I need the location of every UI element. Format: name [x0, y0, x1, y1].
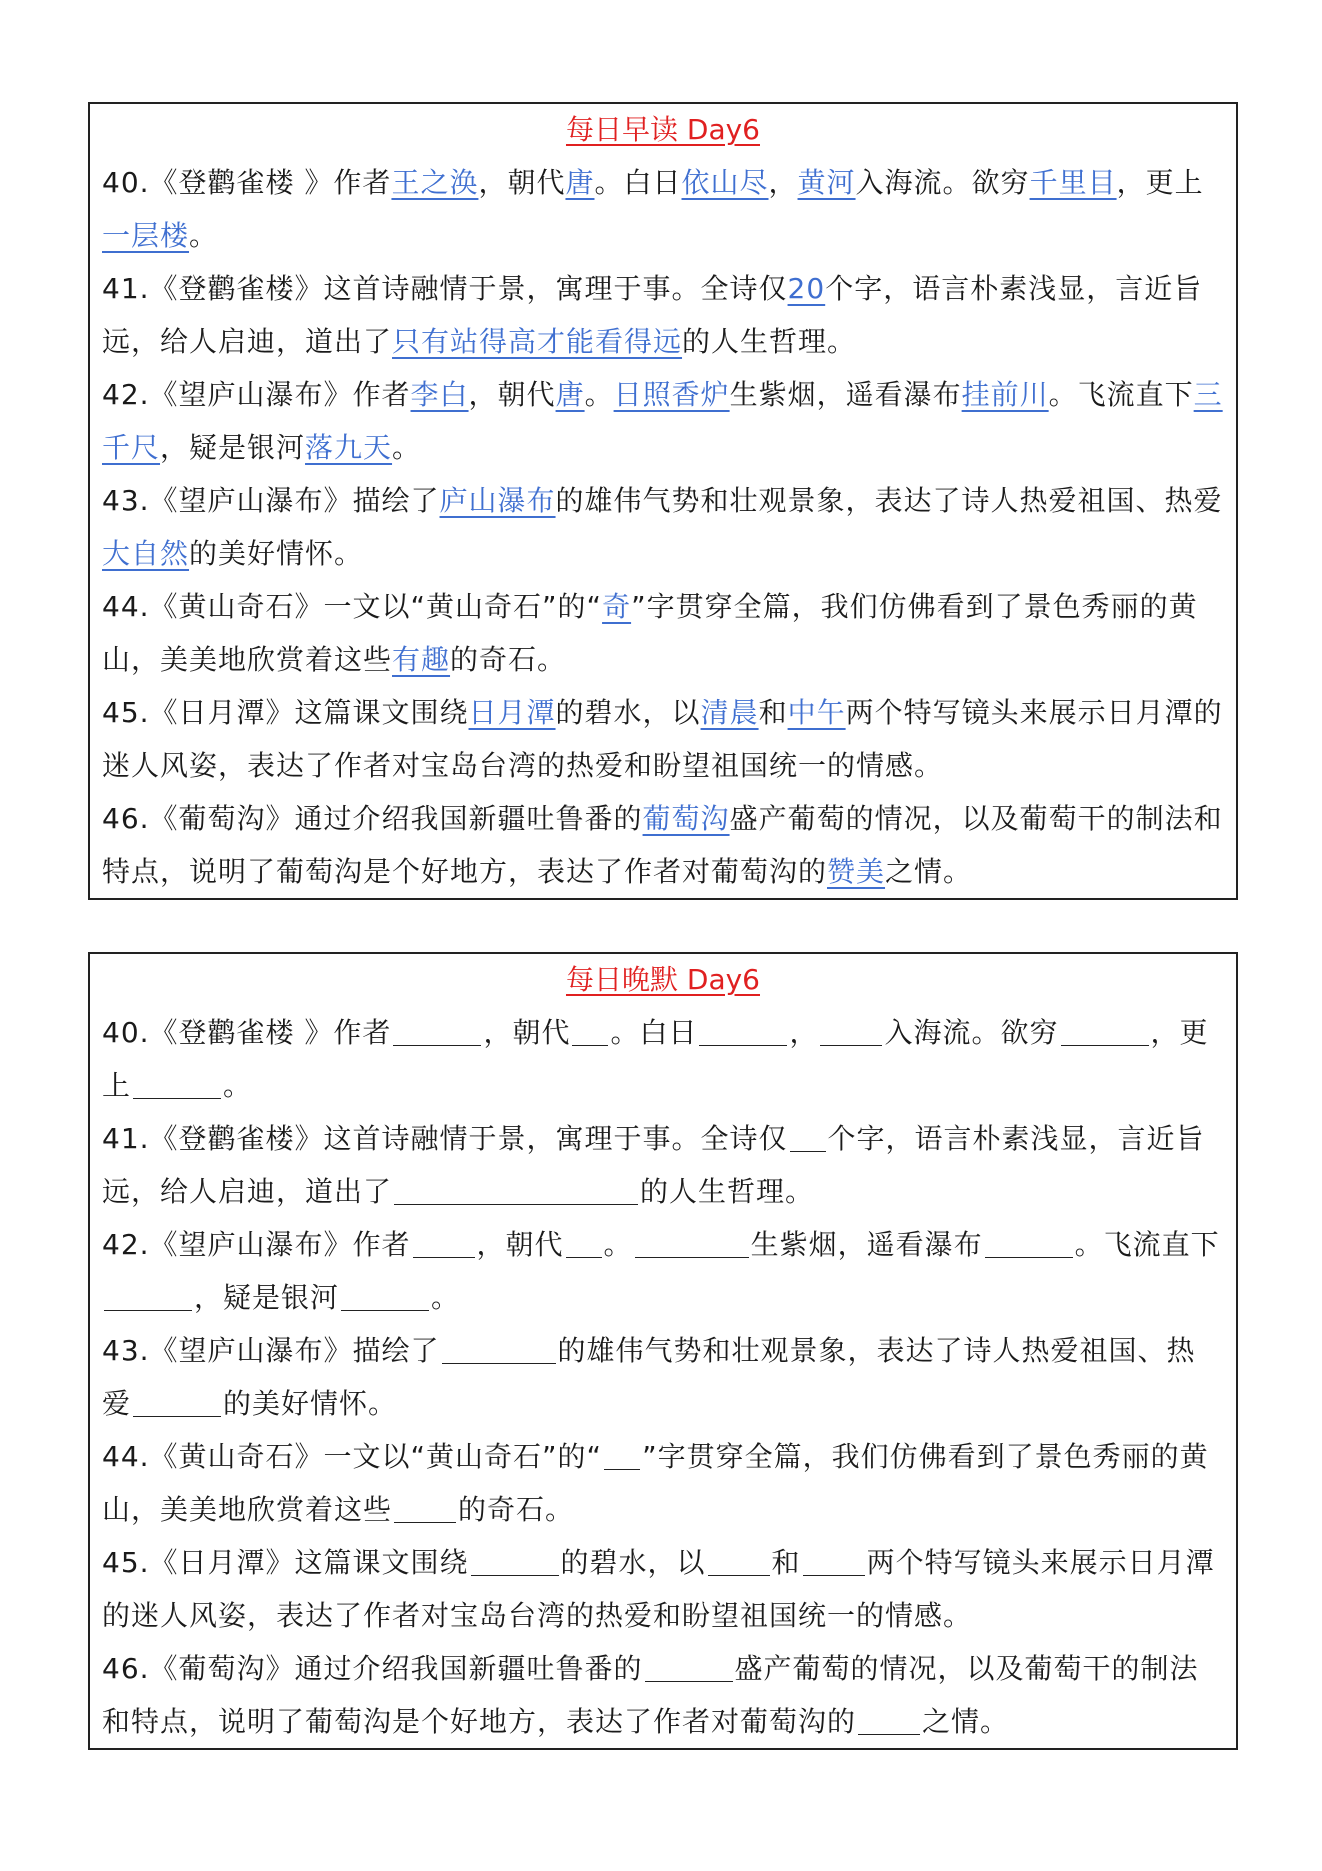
- item-text: 。: [189, 219, 219, 252]
- answer-text: 黄河: [797, 166, 856, 199]
- answer-text: 中午: [787, 696, 846, 729]
- dictation-item: [102, 1430, 1224, 1536]
- fill-in-blank[interactable]: [133, 1386, 221, 1417]
- item-text: 46.《葡萄沟》通过介绍我国新疆吐鲁番的: [102, 1652, 643, 1685]
- item-text: ，朝代: [468, 378, 556, 411]
- item-text: 的美好情怀。: [189, 537, 364, 570]
- fill-in-blank[interactable]: [985, 1227, 1073, 1258]
- dictation-item: [102, 1324, 1224, 1430]
- reading-item: [102, 474, 1224, 580]
- answer-text: 有趣: [392, 643, 451, 676]
- morning-reading-title: 每日早读 Day6: [565, 113, 760, 146]
- answer-text: 唐: [565, 166, 595, 199]
- answer-text: 落九天: [305, 431, 393, 464]
- reading-item: [102, 792, 1224, 898]
- item-text: 。: [392, 431, 422, 464]
- item-text: 和: [758, 696, 788, 729]
- morning-reading-list: [102, 156, 1224, 898]
- item-text: ，疑是银河: [160, 431, 306, 464]
- item-text: 43.《望庐山瀑布》描绘了: [102, 484, 440, 517]
- item-text: ，朝代: [483, 1016, 571, 1049]
- fill-in-blank[interactable]: [1061, 1015, 1149, 1046]
- item-text: 生紫烟，遥看瀑布: [750, 1228, 983, 1261]
- item-text: 入海流。欲穷: [884, 1016, 1059, 1049]
- reading-item: [102, 368, 1224, 474]
- item-text: 的人生哲理。: [640, 1175, 815, 1208]
- fill-in-blank[interactable]: [566, 1227, 602, 1258]
- item-text: ，更上: [102, 1016, 1209, 1102]
- answer-text: 庐山瀑布: [439, 484, 556, 517]
- fill-in-blank[interactable]: [394, 1492, 456, 1523]
- evening-dictation-box: [88, 952, 1238, 1750]
- item-text: 45.《日月潭》这篇课文围绕: [102, 696, 469, 729]
- item-text: 之情。: [922, 1705, 1010, 1738]
- item-text: 盛产葡萄的情况，以及葡萄干的制法和特点，说明了葡萄沟是个好地方，表达了作者对葡萄沟的: [102, 1652, 1199, 1738]
- item-text: 40.《登鹳雀楼 》作者: [102, 166, 392, 199]
- item-text: 40.《登鹳雀楼 》作者: [102, 1016, 392, 1049]
- dictation-item: [102, 1642, 1224, 1748]
- item-text: 的奇石。: [450, 643, 567, 676]
- item-text: 生紫烟，遥看瀑布: [729, 378, 962, 411]
- dictation-item: [102, 1536, 1224, 1642]
- answer-text: 葡萄沟: [642, 802, 730, 835]
- item-text: 46.《葡萄沟》通过介绍我国新疆吐鲁番的: [102, 802, 643, 835]
- answer-text: 挂前川: [961, 378, 1049, 411]
- fill-in-blank[interactable]: [572, 1015, 608, 1046]
- item-text: 42.《望庐山瀑布》作者: [102, 1228, 411, 1261]
- item-text: 。白日: [594, 166, 682, 199]
- item-text: 。: [223, 1069, 253, 1102]
- answer-text: 千里目: [1029, 166, 1117, 199]
- item-text: 41.《登鹳雀楼》这首诗融情于景，寓理于事。全诗仅: [102, 1122, 788, 1155]
- answer-text: 三千尺: [102, 378, 1223, 464]
- fill-in-blank[interactable]: [803, 1545, 865, 1576]
- item-text: 43.《望庐山瀑布》描绘了: [102, 1334, 440, 1367]
- item-text: 的雄伟气势和壮观景象，表达了诗人热爱祖国、热爱: [555, 484, 1223, 517]
- reading-item: [102, 262, 1224, 368]
- item-text: 45.《日月潭》这篇课文围绕: [102, 1546, 469, 1579]
- item-text: 入海流。欲穷: [855, 166, 1030, 199]
- item-text: 个字，语言朴素浅显，言近旨远，给人启迪，道出了: [102, 272, 1203, 358]
- answer-text: 20: [787, 272, 826, 305]
- fill-in-blank[interactable]: [604, 1439, 640, 1470]
- item-text: ”字贯穿全篇，我们仿佛看到了景色秀丽的黄山，美美地欣赏着这些: [102, 1440, 1209, 1526]
- item-text: ，朝代: [478, 166, 566, 199]
- fill-in-blank[interactable]: [790, 1121, 826, 1152]
- answer-text: 赞美: [827, 855, 886, 888]
- evening-dictation-list: [102, 1006, 1224, 1748]
- item-text: ，: [768, 166, 798, 199]
- fill-in-blank[interactable]: [341, 1280, 429, 1311]
- item-text: 的碧水，以: [555, 696, 701, 729]
- dictation-item: [102, 1112, 1224, 1218]
- item-text: 的美好情怀。: [223, 1387, 398, 1420]
- fill-in-blank[interactable]: [393, 1015, 481, 1046]
- fill-in-blank[interactable]: [645, 1651, 733, 1682]
- dictation-item: [102, 1218, 1224, 1324]
- answer-text: 一层楼: [102, 219, 190, 252]
- item-text: ”字贯穿全篇，我们仿佛看到了景色秀丽的黄山，美美地欣赏着这些: [102, 590, 1198, 676]
- item-text: 41.《登鹳雀楼》这首诗融情于景，寓理于事。全诗仅: [102, 272, 788, 305]
- item-text: 个字，语言朴素浅显，言近旨远，给人启迪，道出了: [102, 1122, 1205, 1208]
- item-text: 的碧水，以: [560, 1546, 706, 1579]
- reading-item: [102, 156, 1224, 262]
- fill-in-blank[interactable]: [858, 1704, 920, 1735]
- item-text: 。白日: [610, 1016, 698, 1049]
- answer-text: 依山尽: [681, 166, 769, 199]
- fill-in-blank[interactable]: [133, 1068, 221, 1099]
- morning-reading-box: [88, 102, 1238, 900]
- item-text: 两个特写镜头来展示日月潭的迷人风姿，表达了作者对宝岛台湾的热爱和盼望祖国统一的情感。: [102, 696, 1223, 782]
- fill-in-blank[interactable]: [820, 1015, 882, 1046]
- fill-in-blank[interactable]: [104, 1280, 192, 1311]
- item-text: 两个特写镜头来展示日月潭的迷人风姿，表达了作者对宝岛台湾的热爱和盼望祖国统一的情感。: [102, 1546, 1215, 1632]
- item-text: 42.《望庐山瀑布》作者: [102, 378, 411, 411]
- item-text: 44.《黄山奇石》一文以“黄山奇石”的“: [102, 590, 603, 623]
- reading-item: [102, 686, 1224, 792]
- item-text: 的人生哲理。: [682, 325, 857, 358]
- item-text: 的奇石。: [458, 1493, 575, 1526]
- item-text: 。: [584, 378, 614, 411]
- fill-in-blank[interactable]: [699, 1015, 787, 1046]
- fill-in-blank[interactable]: [394, 1174, 638, 1205]
- fill-in-blank[interactable]: [708, 1545, 770, 1576]
- fill-in-blank[interactable]: [442, 1333, 556, 1364]
- answer-text: 日月潭: [468, 696, 556, 729]
- answer-text: 李白: [410, 378, 469, 411]
- item-text: 的雄伟气势和壮观景象，表达了诗人热爱祖国、热爱: [102, 1334, 1196, 1420]
- reading-item: [102, 580, 1224, 686]
- answer-text: 清晨: [700, 696, 759, 729]
- item-text: 和: [771, 1546, 801, 1579]
- item-text: ，疑是银河: [194, 1281, 340, 1314]
- item-text: ，更上: [1116, 166, 1204, 199]
- answer-text: 只有站得高才能看得远: [392, 325, 683, 358]
- fill-in-blank[interactable]: [471, 1545, 559, 1576]
- answer-text: 奇: [602, 590, 632, 623]
- item-text: 。飞流直下: [1074, 1228, 1220, 1261]
- answer-text: 大自然: [102, 537, 190, 570]
- item-text: 44.《黄山奇石》一文以“黄山奇石”的“: [102, 1440, 603, 1473]
- dictation-item: [102, 1006, 1224, 1112]
- item-text: ，朝代: [476, 1228, 564, 1261]
- item-text: 盛产葡萄的情况，以及葡萄干的制法和特点，说明了葡萄沟是个好地方，表达了作者对葡萄沟的: [102, 802, 1223, 888]
- item-text: 。: [603, 1228, 633, 1261]
- answer-text: 日照香炉: [613, 378, 730, 411]
- item-text: 。: [431, 1281, 461, 1314]
- evening-dictation-title: 每日晚默 Day6: [565, 963, 760, 996]
- answer-text: 王之涣: [391, 166, 479, 199]
- answer-text: 唐: [555, 378, 585, 411]
- item-text: 之情。: [885, 855, 973, 888]
- item-text: ，: [789, 1016, 819, 1049]
- item-text: 。飞流直下: [1048, 378, 1194, 411]
- fill-in-blank[interactable]: [413, 1227, 475, 1258]
- fill-in-blank[interactable]: [635, 1227, 749, 1258]
